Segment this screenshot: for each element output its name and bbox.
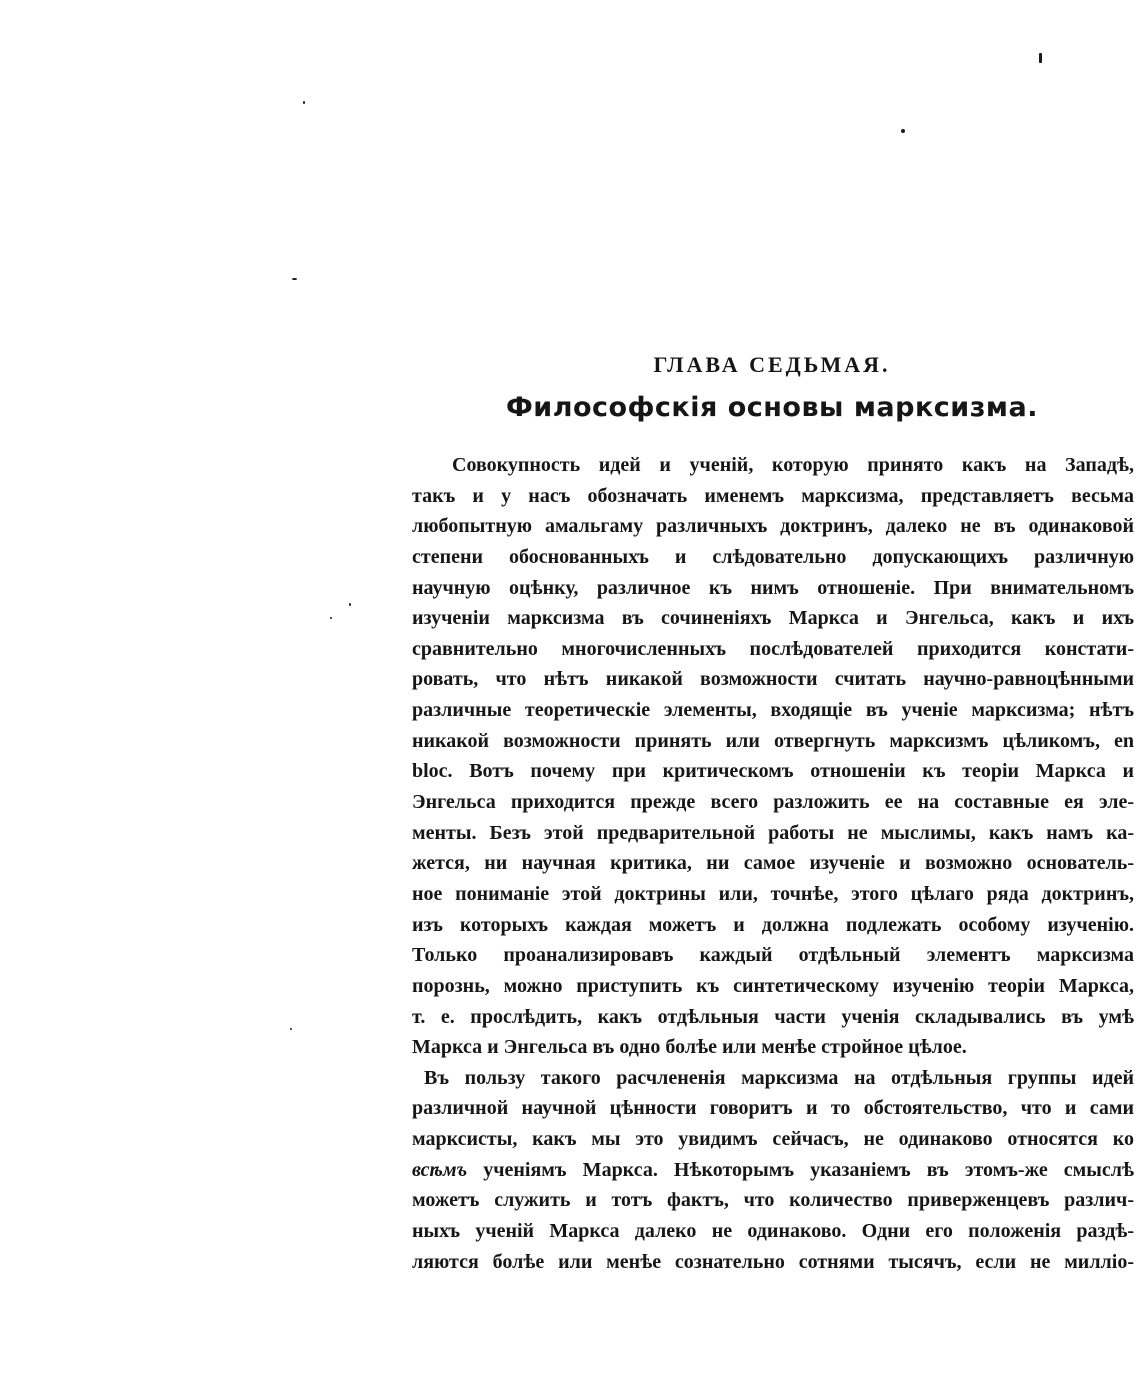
text-line: изученіи марксизма въ сочиненіяхъ Маркса и Энгельса, какъ и ихъ — [412, 607, 1134, 630]
scan-speck — [330, 617, 332, 619]
text-line: никакой возможности принять или отвергнуть марксизмъ цѣликомъ, en — [412, 729, 1134, 752]
chapter-title: Философскія основы марксизма. — [506, 392, 1038, 423]
text-line: научную оцѣнку, различное къ нимъ отношеніе. При внимательномъ — [412, 576, 1134, 599]
scan-speck — [349, 603, 351, 606]
text-line: ныхъ ученій Маркса далеко не одинаково. Одни его положенія раздѣ- — [412, 1220, 1134, 1243]
text-line: такъ и у насъ обозначать именемъ марксизма, представляетъ весьма — [412, 484, 1134, 507]
text-line: жется, ни научная критика, ни самое изученіе и возможно основатель- — [412, 852, 1134, 875]
scan-speck — [290, 1028, 292, 1030]
text-line: ляются болѣе или менѣе сознательно сотнями тысячъ, если не милліо- — [412, 1250, 1134, 1273]
scan-speck — [901, 129, 905, 133]
text-line: изъ которыхъ каждая можетъ и должна подлежать особому изученію. — [412, 913, 1134, 936]
text-line: т. е. прослѣдить, какъ отдѣльныя части ученія складывались въ умѣ — [412, 1005, 1134, 1028]
text-line: Маркса и Энгельса въ одно болѣе или менѣе стройное цѣлое. — [412, 1036, 967, 1059]
text-line: сравнительно многочисленныхъ послѣдователей приходится констати- — [412, 637, 1134, 660]
text-line: bloc. Вотъ почему при критическомъ отношеніи къ теоріи Маркса и — [412, 760, 1134, 783]
text-line: ное пониманіе этой доктрины или, точнѣе, этого цѣлаго ряда доктринъ, — [412, 882, 1134, 905]
text-line: Энгельса приходится прежде всего разложить ее на составные ея эле- — [412, 791, 1134, 814]
text-line: Въ пользу такого расчлененія марксизма на отдѣльныя группы идей — [424, 1066, 1134, 1089]
text-line: можетъ служить и тотъ фактъ, что количество приверженцевъ различ- — [412, 1189, 1134, 1212]
text-line: Только проанализировавъ каждый отдѣльный элементъ марксизма — [412, 944, 1134, 967]
scan-speck — [303, 101, 305, 104]
text-line: различной научной цѣнности говоритъ и то обстоятельство, что и сами — [412, 1097, 1134, 1120]
text-line: Совокупность идей и ученій, которую принято какъ на Западѣ, — [452, 454, 1134, 476]
scan-speck — [292, 278, 297, 280]
scan-speck — [1039, 53, 1042, 63]
text-line-rest: ученіямъ Маркса. Нѣкоторымъ указаніемъ въ этомъ-же смыслѣ — [483, 1158, 1134, 1181]
text-line: ровать, что нѣтъ никакой возможности считать научно-равноцѣнными — [412, 668, 1134, 691]
chapter-label: ГЛАВА СЕДЬМАЯ. — [653, 352, 891, 377]
text-line: различные теоретическіе элементы, входящіе въ ученіе марксизма; нѣтъ — [412, 699, 1134, 722]
emphasized-word: всѣмъ — [412, 1158, 468, 1181]
text-line: менты. Безъ этой предварительной работы не мыслимы, какъ намъ ка- — [412, 821, 1134, 844]
body-text — [412, 450, 1134, 1277]
text-line-emphasis — [412, 1155, 1134, 1186]
text-line: степени обоснованныхъ и слѣдовательно допускающихъ различную — [412, 545, 1134, 568]
text-line: марксисты, какъ мы это увидимъ сейчасъ, не одинаково относятся ко — [412, 1128, 1134, 1151]
text-line: любопытную амальгаму различныхъ доктринъ, далеко не въ одинаковой — [412, 515, 1134, 538]
text-line: порознь, можно приступить къ синтетическому изученію теоріи Маркса, — [412, 974, 1134, 997]
